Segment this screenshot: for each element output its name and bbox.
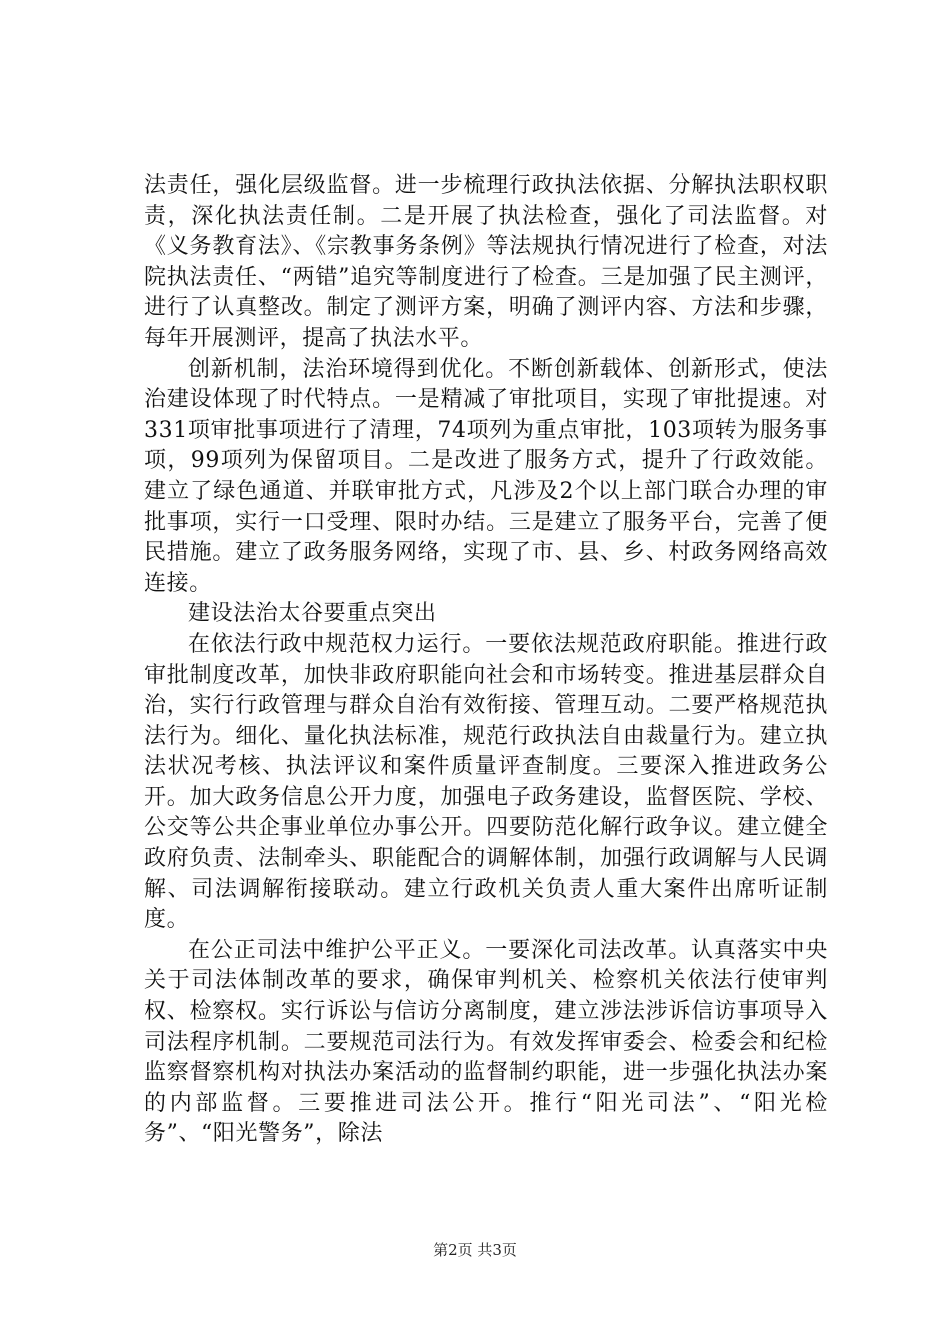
page-number-footer: 第2页 共3页: [433, 1241, 517, 1259]
paragraph-administration-by-law: 在依法行政中规范权力运行。一要依法规范政府职能。推进行政审批制度改革，加快非政府职能向社会和市场转变。推进基层群众自治，实行行政管理与群众自治有效衔接、管理互动。二要严格规范执法行为。细化、量化执法标准，规范行政执法自由裁量行为。建立执法状况考核、执法评议和案件质量评查制度。三要深入推进政务公开。加大政务信息公开力度，加强电子政务建设，监督医院、学校、公交等公共企事业单位办事公开。四要防范化解行政争议。建立健全政府负责、法制牵头、职能配合的调解体制，加强行政调解与人民调解、司法调解衔接联动。建立行政机关负责人重大案件出席听证制度。: [144, 631, 828, 933]
paragraph-fair-justice: 在公正司法中维护公平正义。一要深化司法改革。认真落实中央关于司法体制改革的要求，确保审判机关、检察机关依法行使审判权、检察权。实行诉讼与信访分离制度，建立涉法涉诉信访事项导入司法程序机制。二要规范司法行为。有效发挥审委会、检委会和纪检监察督察机构对执法办案活动的监督制约职能，进一步强化执法办案的内部监督。三要推进司法公开。推行“阳光司法”、“阳光检务”、“阳光警务”，除法: [144, 937, 828, 1147]
paragraph-continuation: 法责任，强化层级监督。进一步梳理行政执法依据、分解执法职权职责，深化执法责任制。二是开展了执法检查，强化了司法监督。对《义务教育法》、《宗教事务条例》等法规执行情况进行了检查，对法院执法责任、“两错”追究等制度进行了检查。三是加强了民主测评，进行了认真整改。制定了测评方案，明确了测评内容、方法和步骤，每年开展测评，提高了执法水平。: [144, 173, 828, 351]
paragraph-innovation-mechanism: 创新机制，法治环境得到优化。不断创新载体、创新形式，使法治建设体现了时代特点。一是精减了审批项目，实现了审批提速。对331项审批事项进行了清理，74项列为重点审批，103项转为服务事项，99项列为保留项目。二是改进了服务方式，提升了行政效能。建立了绿色通道、并联审批方式，凡涉及2个以上部门联合办理的审批事项，实行一口受理、限时办结。三是建立了服务平台，完善了便民措施。建立了政务服务网络，实现了市、县、乡、村政务网络高效连接。: [144, 356, 828, 596]
document-body: [144, 171, 828, 1150]
section-heading: 建设法治太谷要重点突出: [188, 601, 437, 627]
